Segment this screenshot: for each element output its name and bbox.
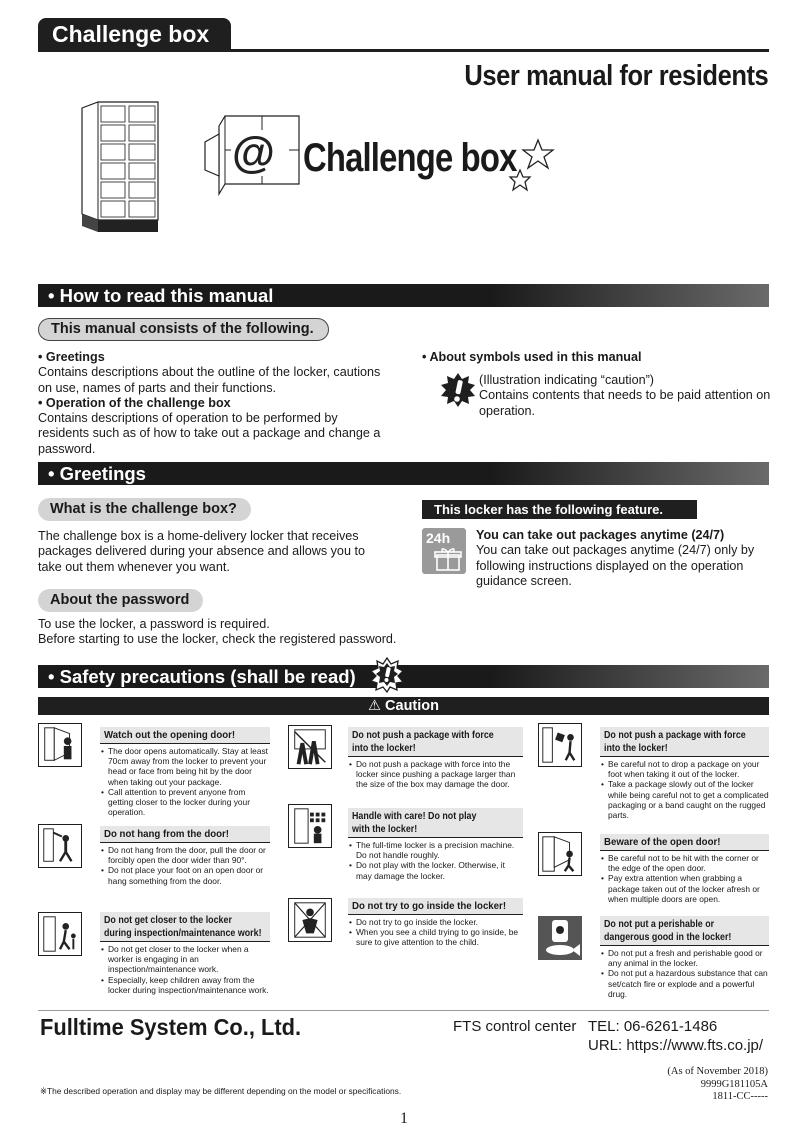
pushing-hands-icon [288, 725, 332, 769]
disclaimer-note: ※The described operation and display may be different depending on the model or specifications. [40, 1086, 402, 1096]
section-how-to-read: • How to read this manual [38, 284, 769, 307]
symbol-text: Contains contents that needs to be paid attention on operation. [479, 388, 771, 418]
safety-item-8-title: Beware of the open door! [600, 834, 769, 851]
safety-item-3 [100, 912, 270, 995]
safety-item-6-bullet-1: • Do not try to go inside the locker. [356, 917, 523, 927]
page-number: 1 [400, 1110, 408, 1127]
caution-bar [38, 697, 769, 715]
safety-item-9-title: Do not put a perishable or dangerous good in the locker! [600, 916, 769, 946]
safety-item-5-bullet-2: • Do not play with the locker. Otherwise, it may damage the locker. [356, 860, 523, 880]
document-tab-title: Challenge box [38, 18, 231, 50]
tampering-icon [288, 804, 332, 848]
symbols-heading: • About symbols used in this manual [422, 350, 642, 364]
password-pill: About the password [38, 589, 203, 612]
gift-icon [434, 546, 462, 572]
safety-item-3-title: Do not get closer to the locker during inspection/maintenance work! [100, 912, 270, 942]
revision-code: 1811-CC----- [712, 1091, 768, 1102]
falling-package-icon [538, 723, 582, 767]
operation-heading: • Operation of the challenge box [38, 395, 231, 410]
person-inside-locker-icon [288, 898, 332, 942]
24h-label: 24h [426, 530, 451, 546]
safety-item-6-bullet-2: • When you see a child trying to go inside, be sure to give attention to the child. [356, 927, 523, 947]
warning-triangle-icon: ⚠ [368, 698, 386, 714]
manual-title: User manual for residents [464, 60, 768, 92]
section-greetings: • Greetings [38, 462, 769, 485]
hanging-person-icon [38, 824, 82, 868]
safety-item-9-bullet-1: • Do not put a fresh and perishable good or any animal in the locker. [608, 948, 769, 968]
symbol-description [479, 373, 771, 419]
safety-item-1-title: Watch out the opening door! [100, 727, 270, 744]
symbol-caption: (Illustration indicating “caution”) [479, 373, 654, 387]
safety-item-9 [600, 916, 769, 999]
phone-number: TEL: 06-6261-1486 [588, 1018, 718, 1035]
company-name: Fulltime System Co., Ltd. [40, 1014, 302, 1040]
manual-contents-pill: This manual consists of the following. [38, 318, 329, 341]
safety-item-4 [348, 727, 523, 790]
what-is-text: The challenge box is a home-delivery locker that receives packages delivered during your absence and allows you to take out them whenever you want. [38, 529, 365, 574]
maintenance-worker-icon [38, 912, 82, 956]
header-rule [38, 49, 769, 52]
control-center-label: FTS control center [453, 1018, 577, 1035]
caution-burst-icon [370, 657, 404, 693]
feature-text: You can take out packages anytime (24/7) only by following instructions displayed on the operation guidance screen. [476, 543, 755, 588]
feature-bar: This locker has the following feature. [422, 500, 697, 519]
safety-item-8 [600, 834, 769, 904]
safety-item-7-bullet-2: • Take a package slowly out of the locker while being careful not to get a complicated packaging or a band caught on the rugged parts. [608, 779, 769, 820]
document-date: (As of November 2018) [667, 1066, 768, 1077]
24h-icon [422, 528, 466, 574]
operation-description: Contains descriptions of operation to be performed by residents such as of how to take out a package and change a password. [38, 411, 381, 456]
website-link[interactable]: URL: https://www.fts.co.jp/ [588, 1037, 764, 1054]
caution-burst-icon [440, 372, 476, 408]
safety-item-1-bullet-1: • The door opens automatically. Stay at least 70cm away from the locker to prevent your head or face from being hit by the door when taking out your package. [108, 746, 270, 787]
safety-item-5-bullet-1: • The full-time locker is a precision machine. Do not handle roughly. [356, 840, 523, 860]
locker-illustration [80, 100, 160, 240]
footer-rule [38, 1010, 769, 1011]
safety-item-2-bullet-1: • Do not hang from the door, pull the door or forcibly open the door wider than 90°. [108, 845, 270, 865]
at-symbol: @ [232, 128, 275, 177]
safety-item-9-bullet-2: • Do not put a hazardous substance that can set/catch fire or explode and a powerful drug. [608, 968, 769, 999]
safety-item-1-bullet-2: • Call attention to prevent anyone from getting closer to the locker during your operation. [108, 787, 270, 818]
safety-item-8-bullet-1: • Be careful not to be hit with the corner or the edge of the open door. [608, 853, 769, 873]
caution-label: Caution [385, 698, 439, 714]
safety-item-3-bullet-1: • Do not get closer to the locker when a worker is engaging in an inspection/maintenance work. [108, 944, 270, 975]
document-code: 9999G181105A [700, 1078, 768, 1090]
safety-item-4-title: Do not push a package with force into the locker! [348, 727, 523, 757]
safety-item-7-title: Do not push a package with force into the locker! [600, 727, 769, 757]
safety-item-7 [600, 727, 769, 820]
password-line-1: To use the locker, a password is required. [38, 617, 270, 631]
password-text [38, 617, 418, 648]
safety-item-2-bullet-2: • Do not place your foot on an open door or hang something from the door. [108, 865, 270, 885]
safety-item-8-bullet-2: • Pay extra attention when grabbing a package taken out of the locker afresh or when multiple doors are open. [608, 873, 769, 904]
logo-text: Challenge box [303, 136, 517, 180]
safety-item-5-title: Handle with care! Do not play with the locker! [348, 808, 523, 838]
safety-item-5 [348, 808, 523, 881]
open-door-warning-icon [538, 832, 582, 876]
greetings-heading: • Greetings [38, 350, 105, 364]
hazardous-goods-icon [538, 916, 582, 960]
safety-item-2 [100, 826, 270, 886]
opening-door-icon [38, 723, 82, 767]
safety-item-6-title: Do not try to go inside the locker! [348, 898, 523, 915]
safety-item-3-bullet-2: • Especially, keep children away from the locker during inspection/maintenance work. [108, 975, 270, 995]
safety-item-2-title: Do not hang from the door! [100, 826, 270, 843]
manual-contents-text [38, 350, 383, 457]
safety-item-6 [348, 898, 523, 948]
section-safety: • Safety precautions (shall be read) [38, 665, 769, 688]
star-icon [508, 138, 556, 200]
feature-heading: You can take out packages anytime (24/7) [476, 528, 725, 542]
safety-item-1 [100, 727, 270, 817]
what-is-pill: What is the challenge box? [38, 498, 251, 521]
safety-item-7-bullet-1: • Be careful not to drop a package on your foot when taking it out of the locker. [608, 759, 769, 779]
safety-item-4-bullet-1: • Do not push a package with force into the locker since pushing a package larger than the size of the box may damage the door. [356, 759, 523, 790]
feature-description [476, 528, 771, 589]
document-stamp [667, 1066, 768, 1104]
password-line-2: Before starting to use the locker, check the registered password. [38, 632, 397, 647]
greetings-description: Contains descriptions about the outline of the locker, cautions on use, names of parts and their functions. [38, 365, 381, 395]
